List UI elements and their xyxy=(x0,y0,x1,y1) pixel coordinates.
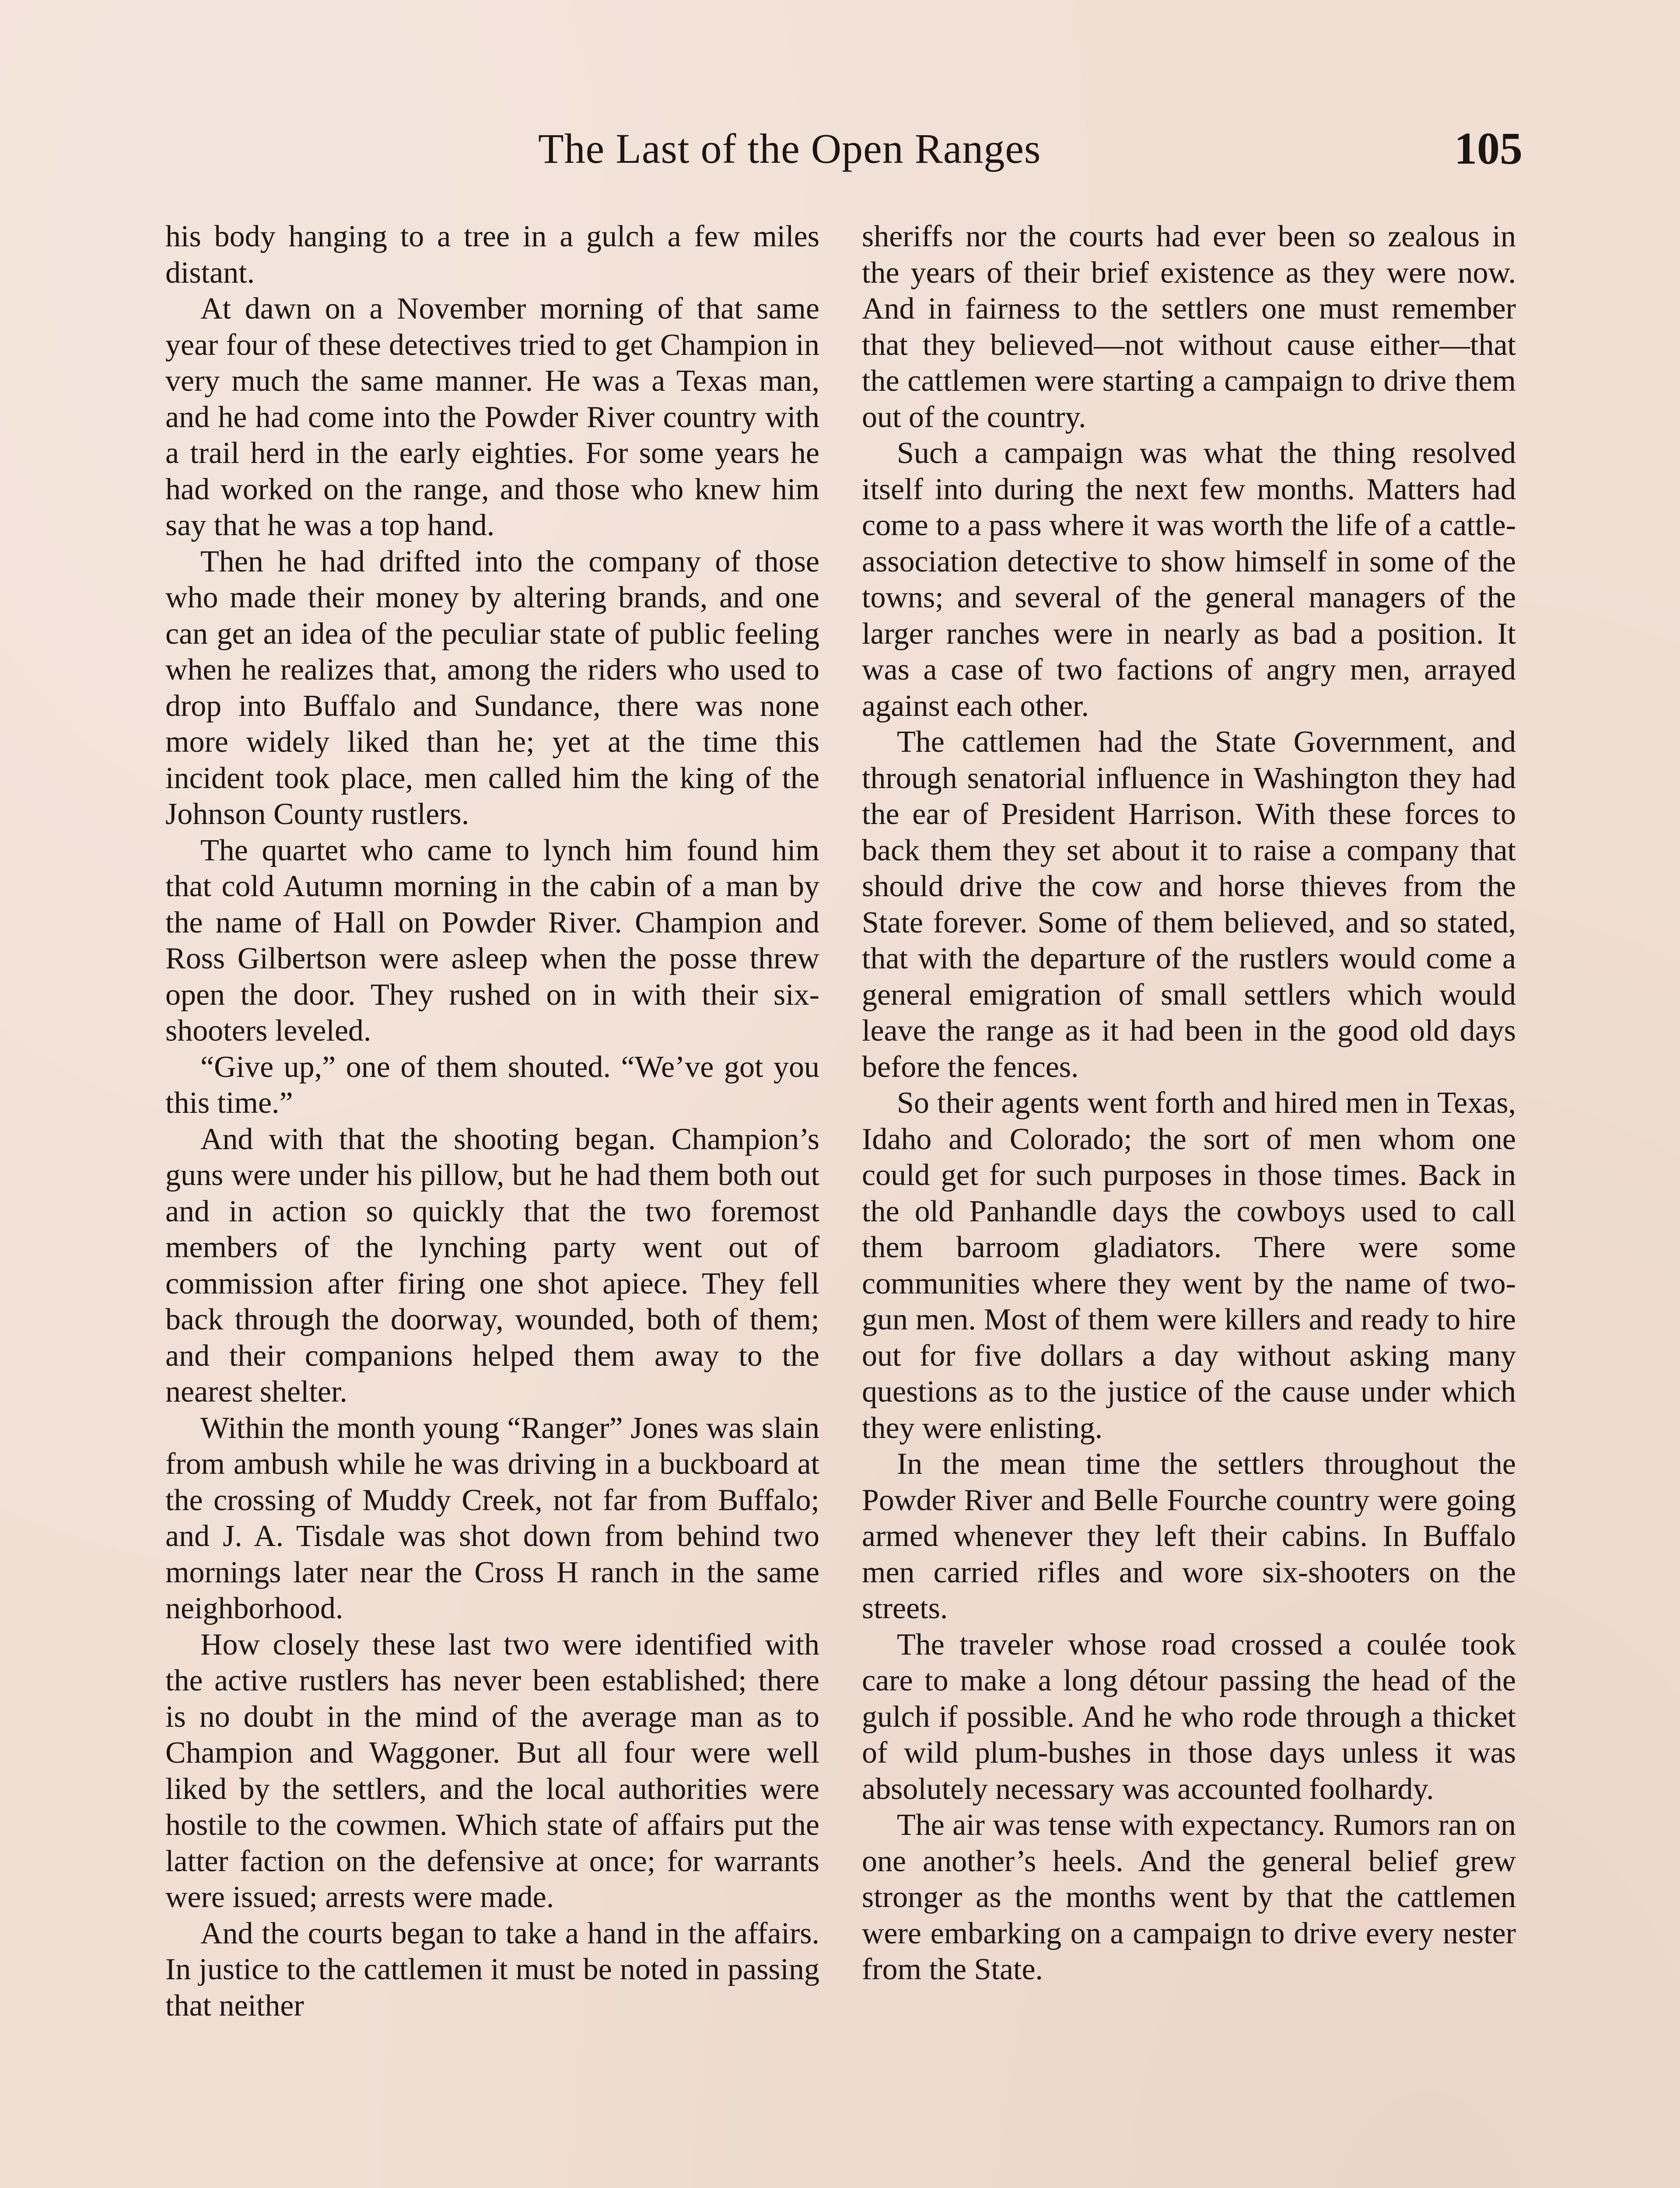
paragraph: In the mean time the settlers throughout the Powder River and Belle Fourche country were going armed whenever they left their cabins. In Buffalo men carried rifles and wore six-shooters on the streets. xyxy=(862,1447,1516,1625)
right-column xyxy=(862,219,1516,2188)
running-header xyxy=(538,118,1522,179)
paragraph: So their agents went forth and hired men in Texas, Idaho and Colorado; the sort of men whom one could get for such purposes in those times. Back in the old Panhandle days the cowboys used to call them barroom gladiators. There were some communities where they went by the name of two-gun men. Most of them were killers and ready to hire out for five dollars a day without asking many questions as to the justice of the cause under which they were enlisting. xyxy=(862,1086,1516,1445)
paragraph: “Give up,” one of them shouted. “We’ve got you this time.” xyxy=(165,1050,819,1120)
paragraph: Within the month young “Ranger” Jones was slain from ambush while he was driving in a buckboard at the crossing of Muddy Creek, not far from Buffalo; and J. A. Tisdale was shot down from behind two mornings later near the Cross H ranch in the same neighborhood. xyxy=(165,1411,819,1625)
paragraph: his body hanging to a tree in a gulch a few miles distant. xyxy=(165,220,819,290)
paragraph: How closely these last two were identified with the active rustlers has never been established; there is no doubt in the mind of the average man as to Champion and Waggoner. But all four were well liked by the settlers, and the local authorities were hostile to the cowmen. Which state of affairs put the latter faction on the defensive at once; for warrants were issued; arrests were made. xyxy=(165,1627,819,1914)
paragraph: And the courts began to take a hand in the affairs. In justice to the cattlemen it must be noted in passing that neither xyxy=(165,1916,819,2023)
paragraph: sheriffs nor the courts had ever been so zealous in the years of their brief existence as they were now. And in fairness to the settlers one must remember that they believed—not without cause either—that the cattlemen were starting a campaign to drive them out of the country. xyxy=(862,220,1516,434)
running-title: The Last of the Open Ranges xyxy=(538,125,1041,172)
paragraph: Then he had drifted into the company of those who made their money by altering brands, and one can get an idea of the peculiar state of public feeling when he realizes that, among the riders who used to drop into Buffalo and Sundance, there was none more widely liked than he; yet at the time this incident took place, men called him the king of the Johnson County rustlers. xyxy=(165,544,819,831)
paragraph: The traveler whose road crossed a coulée took care to make a long détour passing the head of the gulch if possible. And he who rode through a thicket of wild plum-bushes in those days unless it was absolutely necessary was accounted foolhardy. xyxy=(862,1627,1516,1806)
left-column xyxy=(165,219,819,2188)
paragraph: Such a campaign was what the thing resolved itself into during the next few months. Matters had come to a pass where it was worth the life of a cattle-association detective to show himself in some of the towns; and several of the general managers of the larger ranches were in nearly as bad a position. It was a case of two factions of angry men, arrayed against each other. xyxy=(862,436,1516,723)
paragraph: The cattlemen had the State Government, and through senatorial influence in Washington they had the ear of President Harrison. With these forces to back them they set about it to raise a company that should drive the cow and horse thieves from the State forever. Some of them believed, and so stated, that with the departure of the rustlers would come a general emigration of small settlers which would leave the range as it had been in the good old days before the fences. xyxy=(862,725,1516,1084)
paragraph: And with that the shooting began. Champion’s guns were under his pillow, but he had them both out and in action so quickly that the two foremost members of the lynching party went out of commission after firing one shot apiece. They fell back through the doorway, wounded, both of them; and their companions helped them away to the nearest shelter. xyxy=(165,1122,819,1409)
paragraph: The air was tense with expectancy. Rumors ran on one another’s heels. And the general belief grew stronger as the months went by that the cattlemen were embarking on a campaign to drive every nester from the State. xyxy=(862,1808,1516,1986)
paragraph: At dawn on a November morning of that same year four of these detectives tried to get Champion in very much the same manner. He was a Texas man, and he had come into the Powder River country with a trail herd in the early eighties. For some years he had worked on the range, and those who knew him say that he was a top hand. xyxy=(165,292,819,542)
paragraph: The quartet who came to lynch him found him that cold Autumn morning in the cabin of a man by the name of Hall on Powder River. Champion and Ross Gilbertson were asleep when the posse threw open the door. They rushed on in with their six-shooters leveled. xyxy=(165,833,819,1048)
page-number: 105 xyxy=(1454,123,1522,174)
